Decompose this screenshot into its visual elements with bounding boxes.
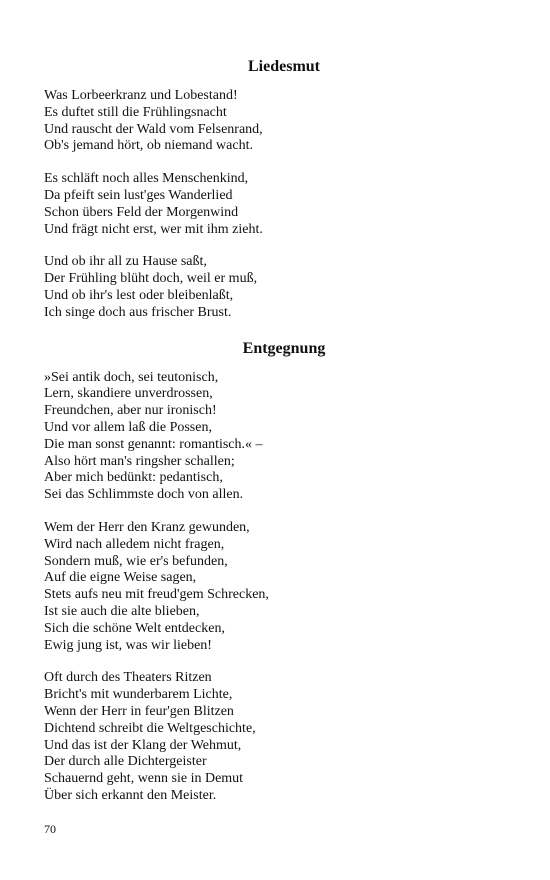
verse-line: Schon übers Feld der Morgenwind [44,204,239,220]
stanza [44,370,504,504]
verse-line: Wenn der Herr in feur'gen Blitzen [44,703,234,719]
verse-line: Ich singe doch aus frischer Brust. [44,304,232,320]
verse-line: Ob's jemand hört, ob niemand wacht. [44,138,253,154]
verse-line: Und vor allem laß die Possen, [44,419,212,435]
verse-line: »Sei antik doch, sei teutonisch, [44,369,219,385]
verse-line: Was Lorbeerkranz und Lobestand! [44,88,238,103]
stanza [44,670,504,804]
verse-line: Der Frühling blüht doch, weil er muß, [44,271,258,287]
verse-line: Der durch alle Dichtergeister [44,754,207,770]
poem-entgegnung [44,338,504,805]
stanza [44,520,504,654]
verse-line: Schauernd geht, wenn sie in Demut [44,771,244,787]
page-number: 70 [44,822,56,836]
poem-title: Entgegnung [242,339,326,357]
verse-line: Wem der Herr den Kranz gewunden, [44,519,250,535]
verse-line: Und ob ihr all zu Hause saßt, [44,254,207,270]
stanza [44,88,504,155]
stanza [44,171,504,238]
verse-line: Sich die schöne Welt entdecken, [44,620,225,636]
verse-line: Und rauscht der Wald vom Felsenrand, [44,121,263,137]
verse-line: Wird nach alledem nicht fragen, [44,536,225,552]
verse-line: Und ob ihr's lest oder bleibenlaßt, [44,287,234,303]
verse-line: Also hört man's ringsher schallen; [44,453,235,469]
verse-line: Die man sonst genannt: romantisch.« – [44,436,263,452]
verse-line: Lern, skandiere unverdrossen, [44,386,213,402]
verse-line: Ist sie auch die alte blieben, [44,603,200,619]
verse-line: Und frägt nicht erst, wer mit ihm zieht. [44,221,263,237]
verse-line: Sei das Schlimmste doch von allen. [44,487,244,503]
verse-line: Freundchen, aber nur ironisch! [44,403,217,419]
poem-liedesmut [44,56,504,322]
verse-line: Es schläft noch alles Menschenkind, [44,171,249,187]
verse-line: Aber mich bedünkt: pedantisch, [44,470,223,486]
stanza [44,254,504,321]
verse-line: Ewig jung ist, was wir lieben! [44,637,212,653]
verse-line: Es duftet still die Frühlingsnacht [44,104,227,120]
verse-line: Bricht's mit wunderbarem Lichte, [44,687,233,703]
verse-line: Oft durch des Theaters Ritzen [44,670,212,686]
poem-title: Liedesmut [248,58,320,75]
verse-line: Stets aufs neu mit freud'gem Schrecken, [44,587,269,603]
verse-line: Und das ist der Klang der Wehmut, [44,737,242,753]
verse-line: Dichtend schreibt die Weltgeschichte, [44,720,256,736]
verse-line: Auf die eigne Weise sagen, [44,570,197,586]
page-content [44,56,504,821]
verse-line: Sondern muß, wie er's befunden, [44,553,228,569]
verse-line: Da pfeift sein lust'ges Wanderlied [44,187,233,203]
verse-line: Über sich erkannt den Meister. [44,787,217,803]
